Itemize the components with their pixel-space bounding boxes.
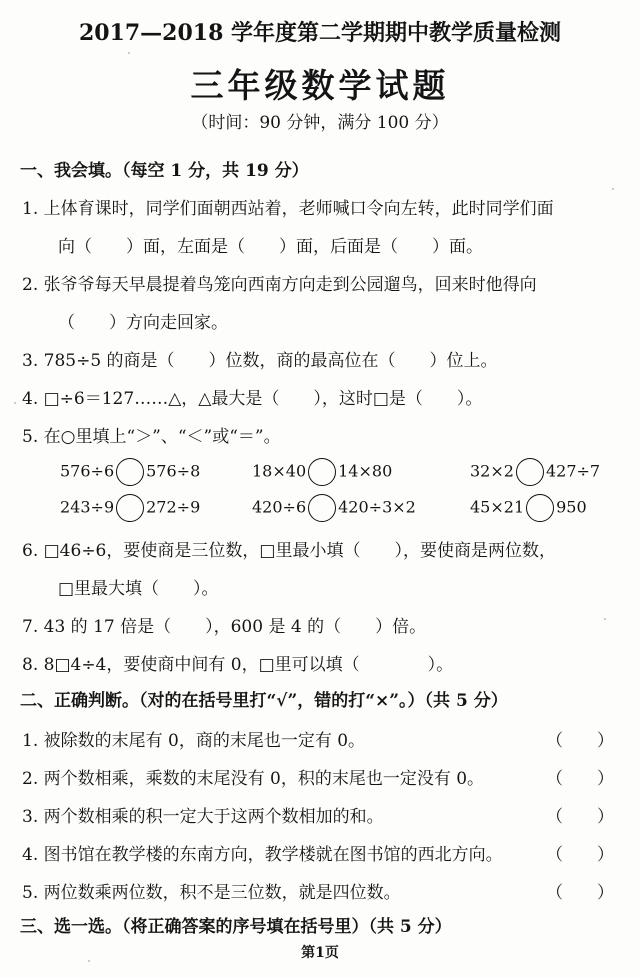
time-info: （时间：90 分钟，满分 100 分） xyxy=(191,113,449,133)
judge-item: 1. 被除数的末尾有 0，商的末尾也一定有 0。 xyxy=(22,731,366,751)
exam-title: 2017—2018 学年度第二学期期中教学质量检测 xyxy=(78,20,562,46)
compare-item xyxy=(470,494,587,522)
scan-speck xyxy=(604,618,606,620)
compare-left: 243÷9 xyxy=(60,497,115,517)
question-6-line1: 6. □46÷6，要使商是三位数，□里最小填（ ），要使商是两位数， xyxy=(22,541,556,561)
compare-circle[interactable] xyxy=(116,494,144,522)
compare-item xyxy=(60,458,200,486)
question-8: 8. 8□4÷4，要使商中间有 0，□里可以填（ ）。 xyxy=(22,655,454,675)
scan-speck xyxy=(88,960,90,962)
compare-item xyxy=(252,458,392,486)
scan-speck xyxy=(14,402,16,404)
question-6-line2: □里最大填（ ）。 xyxy=(58,579,219,599)
compare-item xyxy=(60,494,200,522)
page-number: 第1页 xyxy=(301,945,339,961)
compare-circle[interactable] xyxy=(516,458,544,486)
compare-left: 420÷6 xyxy=(252,497,307,517)
question-4: 4. □÷6＝127……△，△最大是（ ），这时□是（ ）。 xyxy=(22,389,483,409)
answer-paren[interactable]: （ ） xyxy=(546,769,614,789)
judge-item: 4. 图书馆在教学楼的东南方向，教学楼就在图书馆的西北方向。 xyxy=(22,845,503,865)
answer-paren[interactable]: （ ） xyxy=(546,883,614,903)
compare-circle[interactable] xyxy=(308,458,336,486)
question-1-line1: 1. 上体育课时，同学们面朝西站着，老师喊口令向左转，此时同学们面 xyxy=(22,199,554,219)
compare-right: 420÷3×2 xyxy=(338,497,416,517)
compare-item xyxy=(470,458,600,486)
compare-left: 32×2 xyxy=(470,461,514,481)
section3-heading: 三、选一选。（将正确答案的序号填在括号里）（共 5 分） xyxy=(20,917,452,937)
answer-paren[interactable]: （ ） xyxy=(546,845,614,865)
compare-right: 576÷8 xyxy=(146,461,201,481)
section2-heading: 二、正确判断。（对的在括号里打“√”，错的打“×”。）（共 5 分） xyxy=(20,691,508,711)
compare-item xyxy=(252,494,416,522)
compare-circle[interactable] xyxy=(308,494,336,522)
question-5-title: 5. 在○里填上“＞”、“＜”或“＝”。 xyxy=(22,427,281,447)
question-3: 3. 785÷5 的商是（ ）位数，商的最高位在（ ）位上。 xyxy=(22,351,498,371)
compare-right: 950 xyxy=(556,497,587,517)
judge-item: 3. 两个数相乘的积一定大于这两个数相加的和。 xyxy=(22,807,384,827)
question-1-line2: 向（ ）面，左面是（ ）面，后面是（ ）面。 xyxy=(58,237,483,257)
judge-item: 5. 两位数乘两位数，积不是三位数，就是四位数。 xyxy=(22,883,401,903)
compare-circle[interactable] xyxy=(526,494,554,522)
paper-title: 三年级数学试题 xyxy=(190,66,450,105)
section1-heading: 一、我会填。（每空 1 分，共 19 分） xyxy=(20,161,309,181)
compare-left: 18×40 xyxy=(252,461,307,481)
compare-right: 14×80 xyxy=(338,461,393,481)
answer-paren[interactable]: （ ） xyxy=(546,731,614,751)
judge-item: 2. 两个数相乘，乘数的末尾没有 0，积的末尾也一定没有 0。 xyxy=(22,769,485,789)
compare-right: 272÷9 xyxy=(146,497,201,517)
scan-speck xyxy=(128,52,130,54)
compare-circle[interactable] xyxy=(116,458,144,486)
question-2-line2: （ ）方向走回家。 xyxy=(58,313,228,333)
question-2-line1: 2. 张爷爷每天早晨提着鸟笼向西南方向走到公园遛鸟，回来时他得向 xyxy=(22,275,537,295)
scan-speck xyxy=(612,188,614,190)
compare-left: 576÷6 xyxy=(60,461,115,481)
question-7: 7. 43 的 17 倍是（ ），600 是 4 的（ ）倍。 xyxy=(22,617,427,637)
compare-right: 427÷7 xyxy=(545,461,601,481)
compare-left: 45×21 xyxy=(470,497,525,517)
answer-paren[interactable]: （ ） xyxy=(546,807,614,827)
